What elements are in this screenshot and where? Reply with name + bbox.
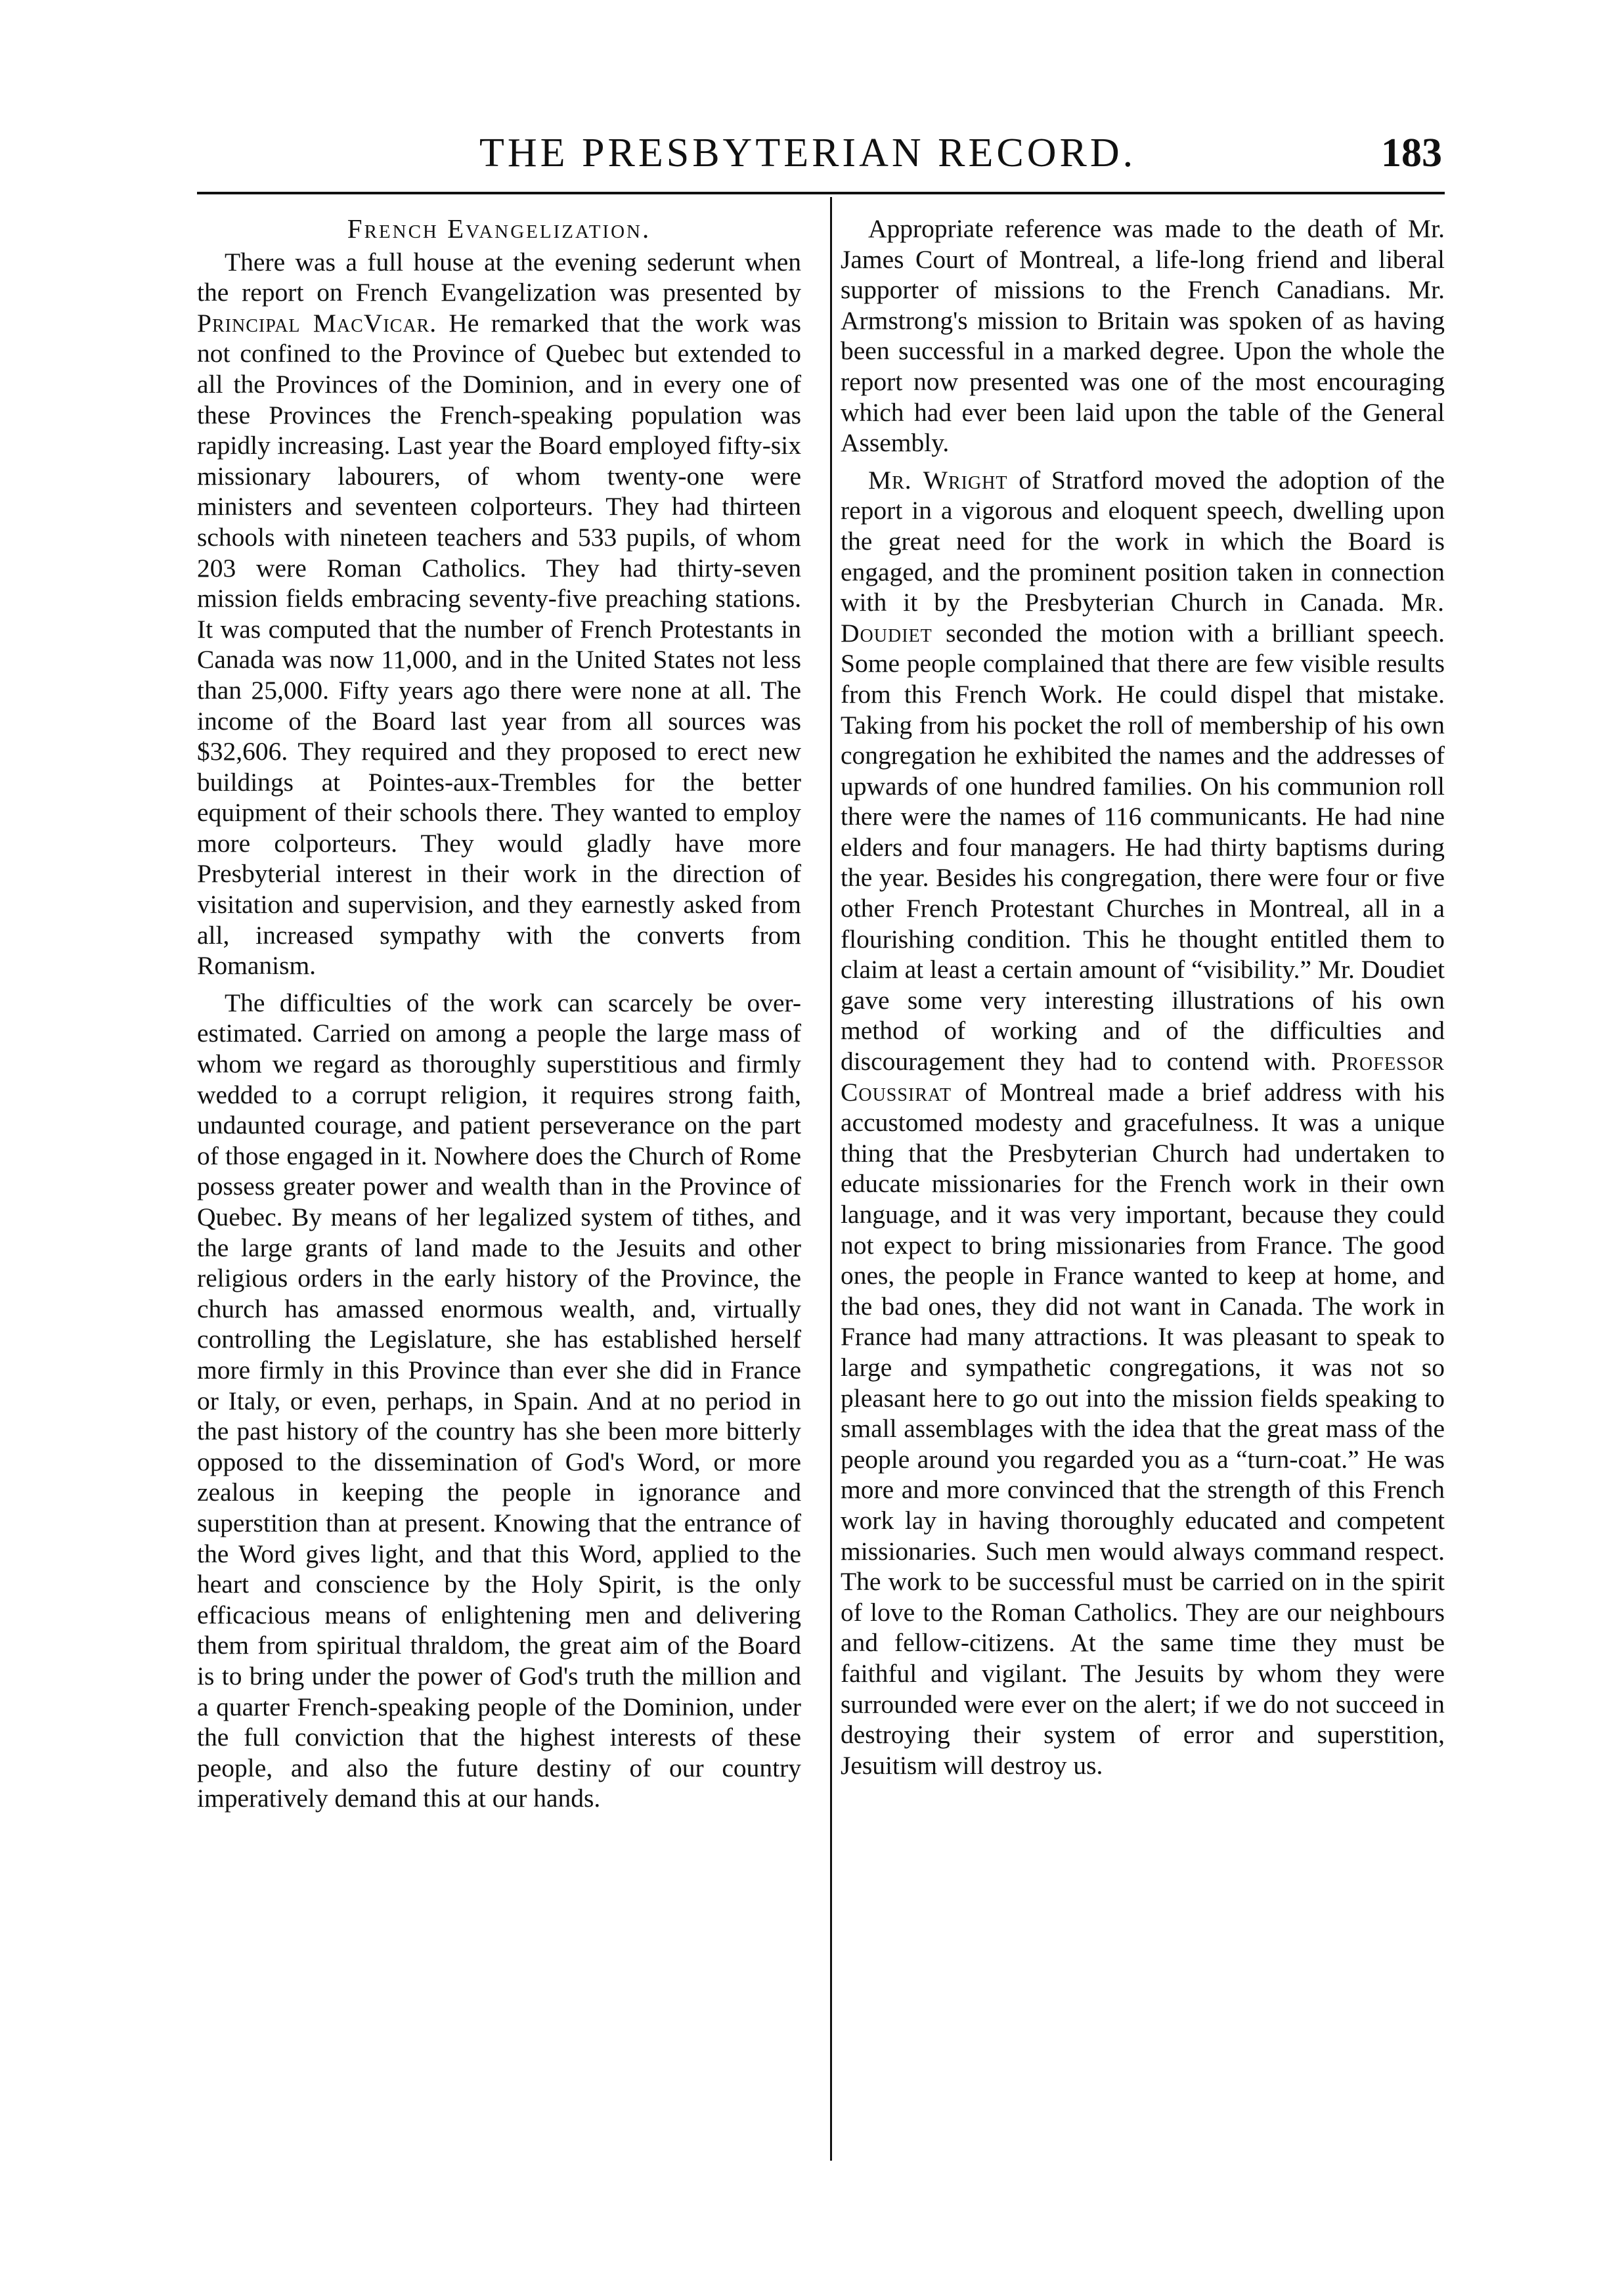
column-divider <box>830 197 832 2161</box>
paragraph-text: of Montreal made a brief address with his accustomed modesty and gracefulness. It was a unique thing that the Presbyterian Church had undertaken to educate missionaries for the French work in their own language, and it was very important, because they could not expect to bring missionaries from France. The good ones, the people in France wanted to keep at home, and the bad ones, they did not want in Canada. The work in France had many attractions. It was pleasant to speak to large and sympathetic congregations, it was not so pleasant here to go out into the mission fields speaking to small assemblages with the idea that the great mass of the people around you regarded you as a “turn-coat.” He was more and more convinced that the strength of this French work lay in having thoroughly educated and competent missionaries. Such men would always command respect. The work to be successful must be carried on in the spirit of love to the Roman Catholics. They are our neighbours and fellow-citizens. At the same time they must be faithful and vigilant. The Jesuits by whom they were surrounded were ever on the alert; if we do not succeed in destroying their system of error and superstition, Jesuitism will destroy us. <box>841 1077 1445 1780</box>
page-number: 183 <box>1381 131 1442 175</box>
paragraph-text: There was a full house at the evening sederunt when the report on French Evangelization was presented by <box>197 247 801 307</box>
speaker-name: Principal MacVicar. <box>197 308 437 338</box>
paragraph <box>197 247 801 981</box>
speaker-name: Mr. Doudiet <box>841 588 1445 648</box>
speaker-name: Professor Coussirat <box>841 1047 1445 1107</box>
paragraph-text: seconded the motion with a brilliant speech. Some people complained that there are few visible results from this French Work. He could dispel that mistake. Taking from his pocket the roll of membership of his own congregation he exhibited the names and the addresses of upwards of one hundred families. On his communion roll there were the names of 116 communicants. He had nine elders and four managers. He had thirty baptisms during the year. Besides his congregation, there were four or five other French Protestant Churches in Montreal, all in a flourishing condition. This he thought entitled them to claim at least a certain amount of “visibility.” Mr. Doudiet gave some very interesting illustrations of his own method of working and of the difficulties and discouragement they had to contend with. <box>841 618 1445 1076</box>
right-column <box>841 213 1445 1787</box>
section-heading: French Evangelization. <box>347 213 651 244</box>
paragraph-text: of Stratford moved the adoption of the report in a vigorous and eloquent speech, dwelling upon the great need for the work in which the Board is engaged, and the prominent position taken in connection with it by the Presbyterian Church in Canada. <box>841 465 1445 617</box>
paragraph <box>841 465 1445 1781</box>
page-header <box>197 125 1445 184</box>
header-rule <box>197 192 1445 194</box>
left-column <box>197 213 801 1820</box>
paragraph: The difficulties of the work can scarcely be over-estimated. Carried on among a people the large mass of whom we regard as thoroughly superstitious and firmly wedded to a corrupt religion, it requires strong faith, undaunted courage, and patient perseverance on the part of those engaged in it. Nowhere does the Church of Rome possess greater power and wealth than in the Province of Quebec. By means of her legalized system of tithes, and the large grants of land made to the Jesuits and other religious orders in the early history of the Province, the church has amassed enormous wealth, and, virtually controlling the Legislature, she has established herself more firmly in this Province than ever she did in France or Italy, or even, perhaps, in Spain. And at no period in the past history of the country has she been more bitterly opposed to the dissemination of God's Word, or more zealous in keeping the people in ignorance and superstition than at present. Knowing that the entrance of the Word gives light, and that this Word, applied to the heart and conscience by the Holy Spirit, is the only efficacious means of enlightening men and delivering them from spiritual thraldom, the great aim of the Board is to bring under the power of God's truth the million and a quarter French-speaking people of the Dominion, under the full conviction that the highest interests of these people, and also the future destiny of our country imperatively demand this at our hands. <box>197 988 801 1813</box>
speaker-name: Mr. Wright <box>868 465 1008 495</box>
running-title: THE PRESBYTERIAN RECORD. <box>479 131 1137 175</box>
paragraph: Appropriate reference was made to the death of Mr. James Court of Montreal, a life-long friend and liberal supporter of missions to the French Canadians. Mr. Armstrong's mission to Britain was spoken of as having been successful in a marked degree. Upon the whole the report now presented was one of the most encouraging which had ever been laid upon the table of the General Assembly. <box>841 214 1445 458</box>
paragraph-text: He remarked that the work was not confined to the Province of Quebec but extended to all the Provinces of the Dominion, and in every one of these Provinces the French-speaking population was rapidly increasing. Last year the Board employed fifty-six missionary labourers, of whom twenty-one were ministers and seventeen colporteurs. They had thirteen schools with nineteen teachers and 533 pupils, of whom 203 were Roman Catholics. They had thirty-seven mission fields embracing seventy-five preaching stations. It was computed that the number of French Protestants in Canada was now 11,000, and in the United States not less than 25,000. Fifty years ago there were none at all. The income of the Board last year from all sources was $32,606. They required and they proposed to erect new buildings at Pointes-aux-Trembles for the better equipment of their schools there. They wanted to employ more colporteurs. They would gladly have more Presbyterial interest in their work in the direction of visitation and supervision, and they earnestly asked from all, increased sympathy with the converts from Romanism. <box>197 308 801 981</box>
